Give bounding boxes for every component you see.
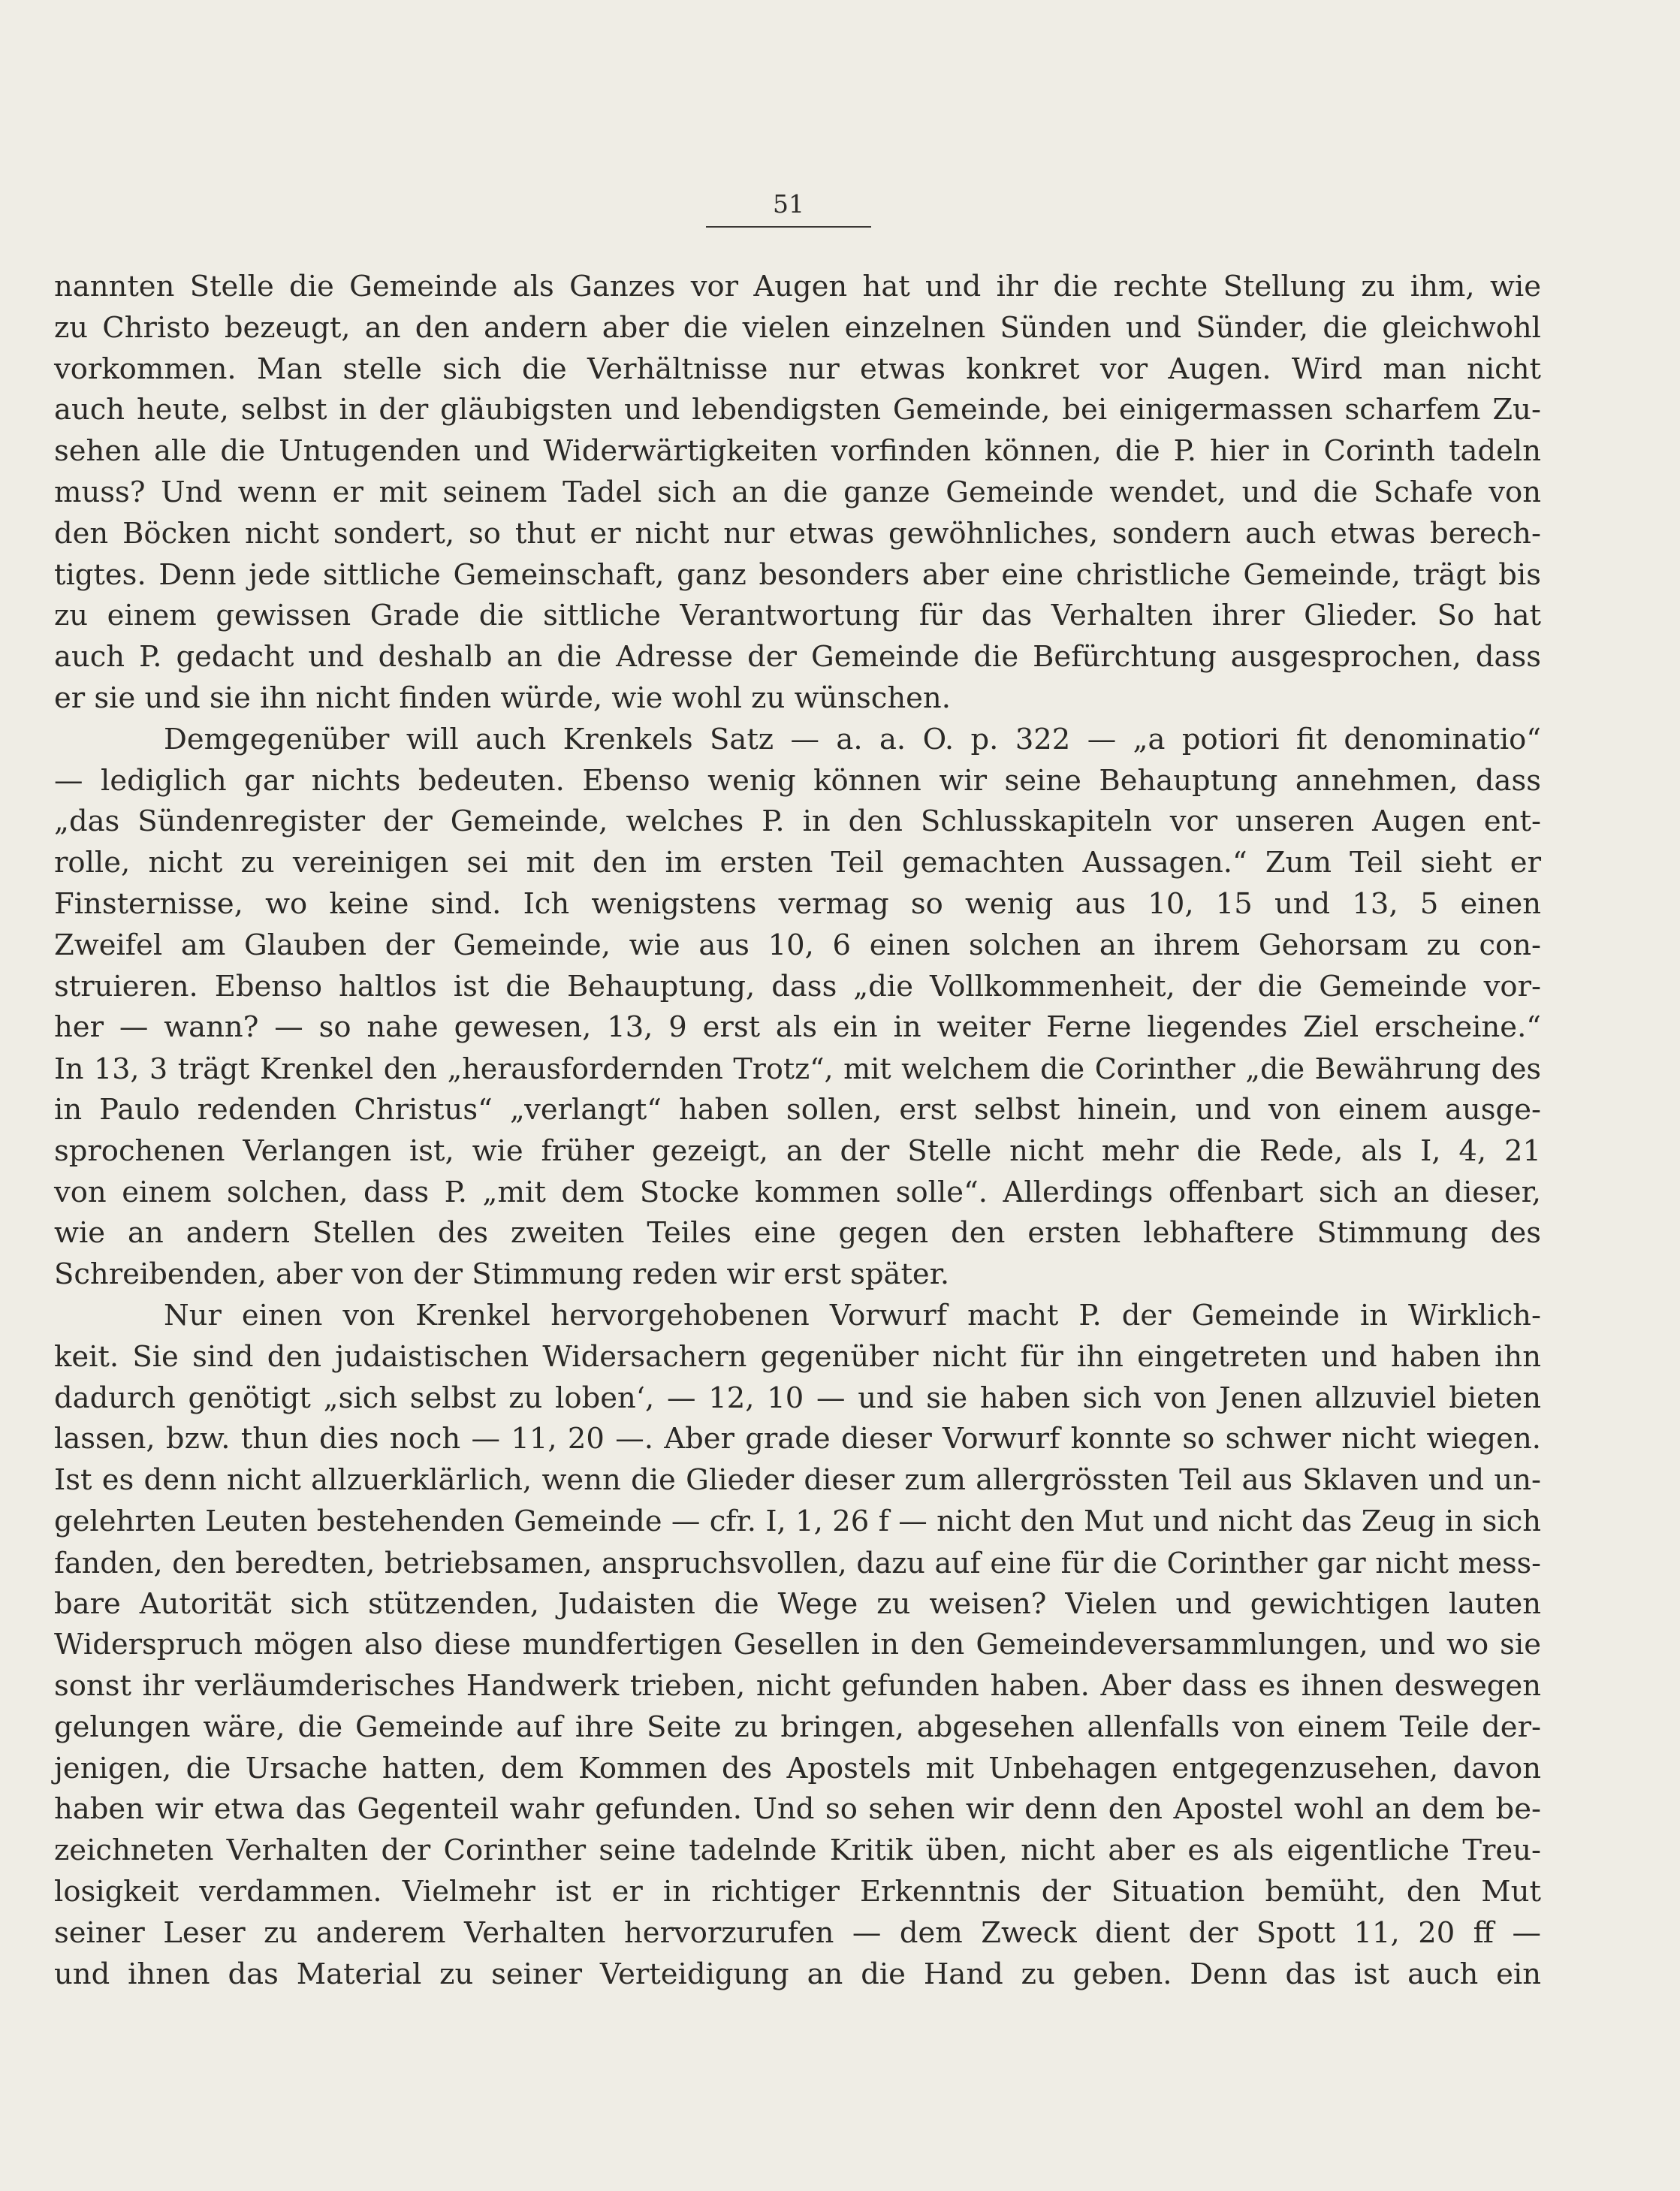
- text-line: jenigen, die Ursache hatten, dem Kommen des Apostels mit Unbehagen entgegenzusehen, davon: [54, 1751, 1541, 1785]
- text-line: wie an andern Stellen des zweiten Teiles eine gegen den ersten lebhaftere Stimmung des: [54, 1216, 1541, 1251]
- text-line: vorkommen. Man stelle sich die Verhältnisse nur etwas konkret vor Augen. Wird man nicht: [54, 352, 1541, 386]
- text-line: — lediglich gar nichts bedeuten. Ebenso wenig können wir seine Behauptung annehmen, dass: [54, 763, 1541, 798]
- text-line: Nur einen von Krenkel hervorgehobenen Vorwurf macht P. der Gemeinde in Wirklich-: [164, 1298, 1541, 1332]
- text-line: zeichneten Verhalten der Corinther seine tadelnde Kritik üben, nicht aber es als eigentliche Treu-: [54, 1833, 1541, 1868]
- text-line: auch heute, selbst in der gläubigsten und lebendigsten Gemeinde, bei einigermassen scharfem Zu-: [54, 393, 1541, 427]
- text-line: rolle, nicht zu vereinigen sei mit den im ersten Teil gemachten Aussagen.“ Zum Teil sieht er: [54, 846, 1541, 880]
- text-line: er sie und sie ihn nicht finden würde, wie wohl zu wünschen.: [54, 681, 951, 715]
- text-line: zu Christo bezeugt, an den andern aber die vielen einzelnen Sünden und Sünder, die gleichwohl: [54, 310, 1541, 345]
- text-line: bare Autorität sich stützenden, Judaisten die Wege zu weisen? Vielen und gewichtigen lauten: [54, 1586, 1541, 1621]
- page-number: 51: [706, 189, 871, 228]
- text-line: nannten Stelle die Gemeinde als Ganzes vor Augen hat und ihr die rechte Stellung zu ihm, wie: [54, 270, 1541, 303]
- text-line: sonst ihr verläumderisches Handwerk trieben, nicht gefunden haben. Aber dass es ihnen deswegen: [54, 1669, 1541, 1704]
- text-line: fanden, den beredten, betriebsamen, anspruchsvollen, dazu auf eine für die Corinther gar nicht mess-: [54, 1546, 1541, 1580]
- text-line: haben wir etwa das Gegenteil wahr gefunden. Und so sehen wir denn den Apostel wohl an dem be-: [54, 1792, 1541, 1827]
- text-line: gelehrten Leuten bestehenden Gemeinde — cfr. I, 1, 26 f — nicht den Mut und nicht das Zeug in sich: [54, 1504, 1541, 1538]
- text-line: sehen alle die Untugenden und Widerwärtigkeiten vorfinden können, die P. hier in Corinth tadeln: [54, 434, 1541, 469]
- text-line: In 13, 3 trägt Krenkel den „herausfordernden Trotz“, mit welchem die Corinther „die Bewährung des: [54, 1052, 1541, 1086]
- text-line: von einem solchen, dass P. „mit dem Stocke kommen solle“. Allerdings offenbart sich an dieser,: [54, 1175, 1541, 1209]
- text-line: dadurch genötigt „sich selbst zu loben‘, — 12, 10 — und sie haben sich von Jenen allzuviel bieten: [54, 1381, 1541, 1415]
- text-line: Demgegenüber will auch Krenkels Satz — a. a. O. p. 322 — „a potiori fit denominatio“: [164, 722, 1541, 756]
- text-line: und ihnen das Material zu seiner Verteidigung an die Hand zu geben. Denn das ist auch ein: [54, 1957, 1541, 1991]
- body-text: [54, 267, 1541, 1995]
- text-line: auch P. gedacht und deshalb an die Adresse der Gemeinde die Befürchtung ausgesprochen, dass: [54, 640, 1541, 675]
- text-line: Ist es denn nicht allzuerklärlich, wenn die Glieder dieser zum allergrössten Teil aus Sklaven und un-: [54, 1463, 1541, 1498]
- text-line: gelungen wäre, die Gemeinde auf ihre Seite zu bringen, abgesehen allenfalls von einem Teile der-: [54, 1710, 1541, 1744]
- text-line: muss? Und wenn er mit seinem Tadel sich an die ganze Gemeinde wendet, und die Schafe von: [54, 475, 1541, 509]
- text-line: den Böcken nicht sondert, so thut er nicht nur etwas gewöhnliches, sondern auch etwas berech-: [54, 516, 1541, 551]
- text-line: seiner Leser zu anderem Verhalten hervorzurufen — dem Zweck dient der Spott 11, 20 ff —: [54, 1915, 1541, 1950]
- text-line: keit. Sie sind den judaistischen Widersachern gegenüber nicht für ihn eingetreten und haben ihn: [54, 1339, 1541, 1374]
- text-line: tigtes. Denn jede sittliche Gemeinschaft, ganz besonders aber eine christliche Gemeinde, trägt bis: [54, 557, 1541, 592]
- text-line: Widerspruch mögen also diese mundfertigen Gesellen in den Gemeindeversammlungen, und wo sie: [54, 1628, 1541, 1662]
- text-line: sprochenen Verlangen ist, wie früher gezeigt, an der Stelle nicht mehr die Rede, als I, 4, 21: [54, 1133, 1541, 1168]
- text-line: „das Sündenregister der Gemeinde, welches P. in den Schlusskapiteln vor unseren Augen ent-: [54, 804, 1541, 839]
- text-line: Zweifel am Glauben der Gemeinde, wie aus 10, 6 einen solchen an ihrem Gehorsam zu con-: [54, 928, 1541, 962]
- text-line: Finsternisse, wo keine sind. Ich wenigstens vermag so wenig aus 10, 15 und 13, 5 einen: [54, 886, 1541, 921]
- text-line: her — wann? — so nahe gewesen, 13, 9 erst als ein in weiter Ferne liegendes Ziel erscheine.“: [54, 1010, 1541, 1045]
- text-line: losigkeit verdammen. Vielmehr ist er in richtiger Erkenntnis der Situation bemüht, den Mut: [54, 1875, 1541, 1909]
- text-line: zu einem gewissen Grade die sittliche Verantwortung für das Verhalten ihrer Glieder. So hat: [54, 599, 1541, 633]
- text-line: Schreibenden, aber von der Stimmung reden wir erst später.: [54, 1257, 950, 1292]
- text-line: in Paulo redenden Christus“ „verlangt“ haben sollen, erst selbst hinein, und von einem ausge-: [54, 1092, 1541, 1127]
- text-line: lassen, bzw. thun dies noch — 11, 20 —. Aber grade dieser Vorwurf konnte so schwer nicht wiegen.: [54, 1422, 1541, 1456]
- text-line: struieren. Ebenso haltlos ist die Behauptung, dass „die Vollkommenheit, der die Gemeinde vor-: [54, 969, 1541, 1003]
